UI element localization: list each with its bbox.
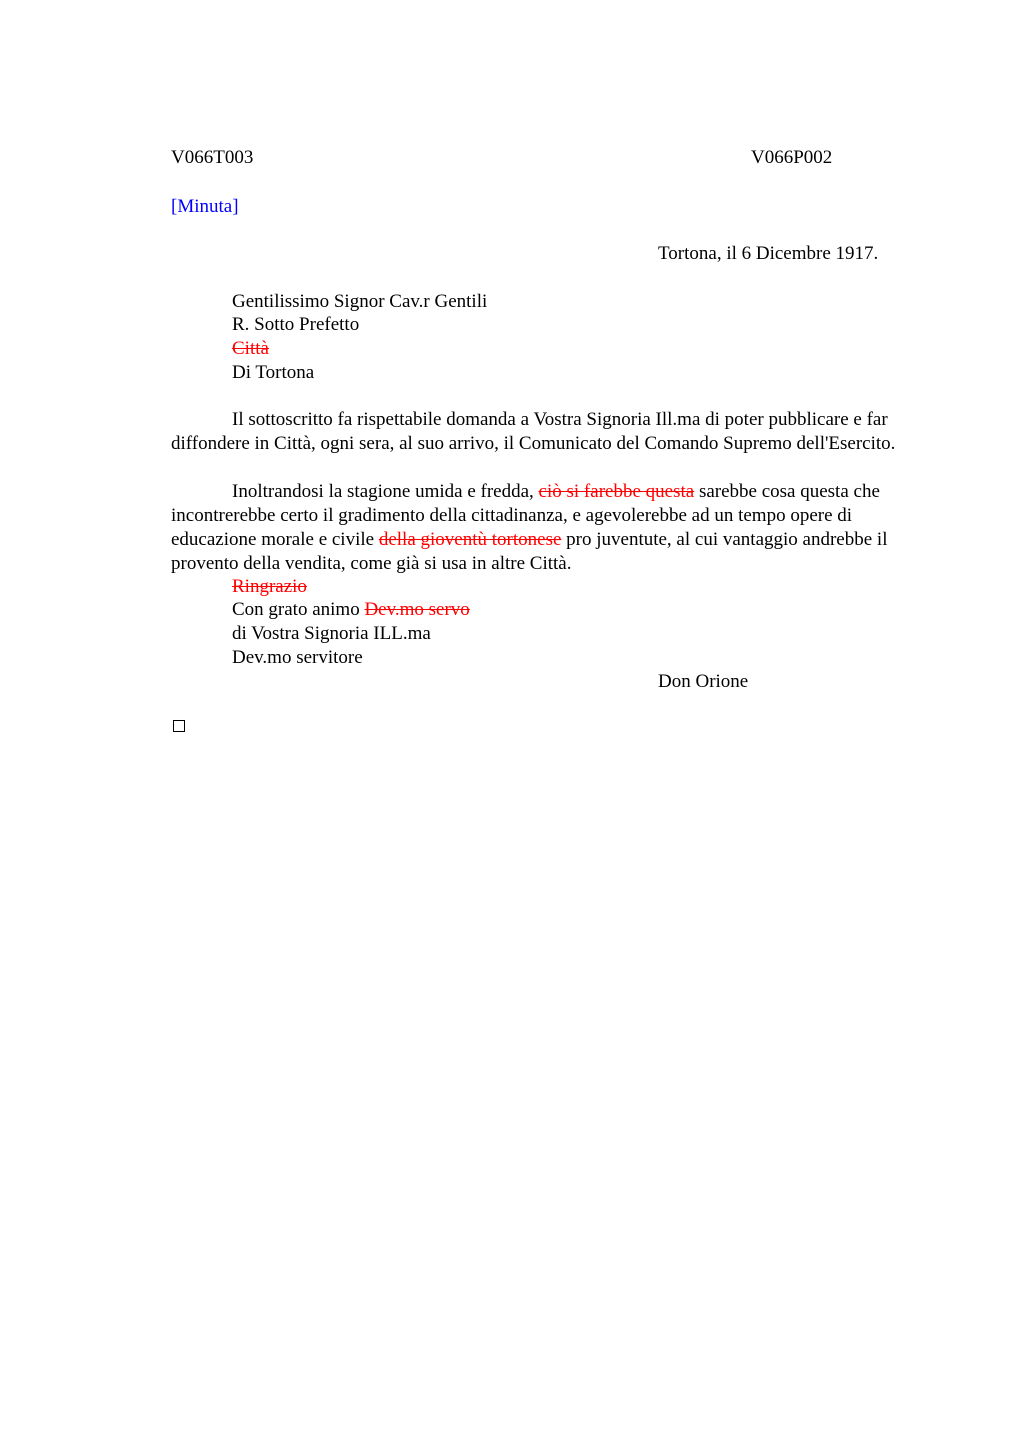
minuta-note: [Minuta] xyxy=(171,196,239,217)
closing-line-1-deletion: Dev.mo servo xyxy=(364,599,470,620)
empty-checkbox-icon xyxy=(173,720,185,732)
closing-deleted-line: Ringrazio xyxy=(232,576,307,597)
addressee-deleted-line: Città xyxy=(232,338,269,359)
closing-line-1-text: Con grato animo xyxy=(232,599,365,620)
addressee-title: R. Sotto Prefetto xyxy=(232,314,360,335)
addressee-city: Di Tortona xyxy=(232,362,315,383)
document-code-left: V066T003 xyxy=(171,147,254,168)
paragraph-2-deletion-1: ciò si farebbe questa xyxy=(538,481,695,502)
document-code-right: V066P002 xyxy=(751,147,833,168)
paragraph-2-text-b: sarebbe cosa questa che incontrerebbe certo il gradimento della cittadinanza, e agevolerebbe ad un tempo opere di educazione morale e civile xyxy=(171,481,880,550)
signature: Don Orione xyxy=(658,671,749,692)
closing-line-1 xyxy=(232,598,470,622)
paragraph-2-deletion-2: della gioventù tortonese xyxy=(378,529,562,550)
paragraph-2-text-a: Inoltrandosi la stagione umida e fredda, xyxy=(232,481,539,502)
date-line: Tortona, il 6 Dicembre 1917. xyxy=(658,243,879,264)
paragraph-2-text-c: pro juventute, al cui vantaggio andrebbe il provento della vendita, come già si usa in altre Città. xyxy=(171,529,888,574)
addressee-name: Gentilissimo Signor Cav.r Gentili xyxy=(232,291,488,312)
closing-line-2: di Vostra Signoria ILL.ma xyxy=(232,623,431,644)
body-paragraph-2 xyxy=(171,480,931,576)
body-paragraph-1: Il sottoscritto fa rispettabile domanda a Vostra Signoria Ill.ma di poter pubblicare e far diffondere in Città, ogni sera, al suo arrivo, il Comunicato del Comando Supremo dell'Esercito. xyxy=(171,409,896,454)
closing-line-3: Dev.mo servitore xyxy=(232,647,363,668)
